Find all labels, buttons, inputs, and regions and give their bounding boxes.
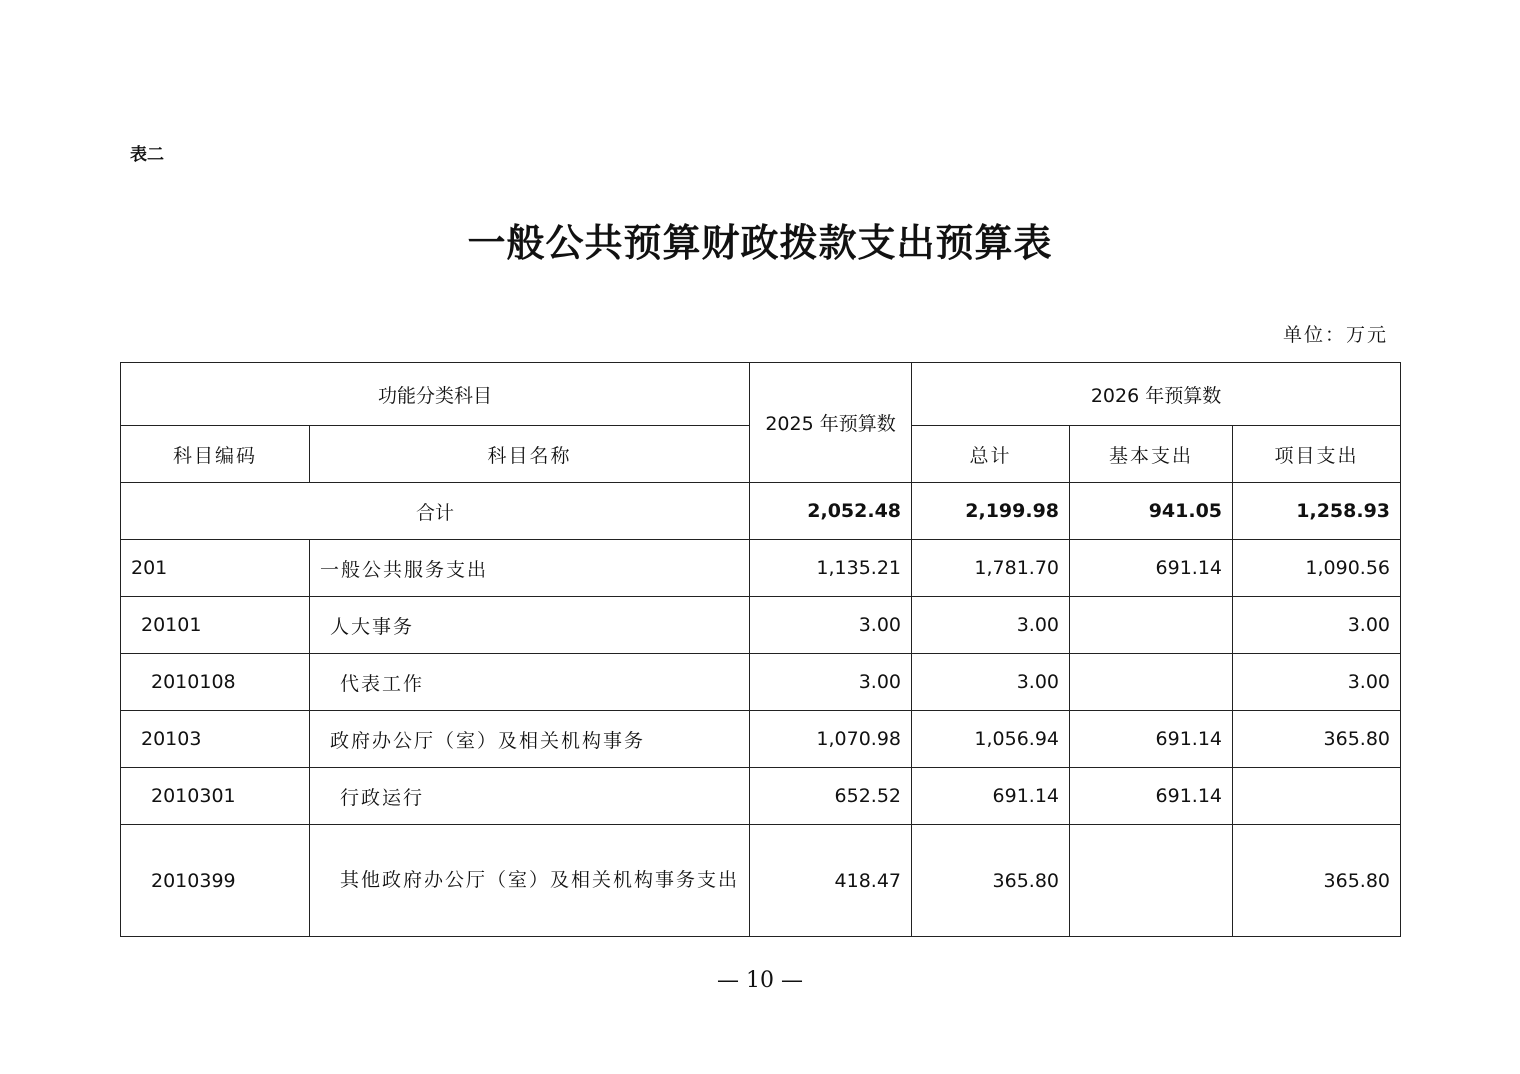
total-header: 总计 [912,426,1070,483]
subject-name-header: 科目名称 [310,426,750,483]
total-row [121,483,1401,540]
budget-2025-value: 3.00 [750,654,912,711]
project-value: 1,090.56 [1233,540,1401,597]
table-row [121,540,1401,597]
budget-2025-value: 1,135.21 [750,540,912,597]
basic-value [1070,825,1233,937]
project-value [1233,768,1401,825]
page-number: — 10 — [717,968,803,993]
unit-label: 单位：万元 [1282,324,1388,346]
subject-name: 代表工作 [310,654,750,711]
total-value: 365.80 [912,825,1070,937]
total-value: 1,056.94 [912,711,1070,768]
basic-value: 691.14 [1070,768,1233,825]
subject-code: 20101 [121,597,310,654]
budget-2026-header: 2026 年预算数 [912,363,1401,426]
total-row-label: 合计 [121,483,750,540]
project-value: 365.80 [1233,825,1401,937]
basic-value [1070,597,1233,654]
subject-code-header: 科目编码 [121,426,310,483]
table-label: 表二 [130,145,164,165]
total-value: 1,781.70 [912,540,1070,597]
functional-classification-header: 功能分类科目 [121,363,750,426]
basic-value: 691.14 [1070,540,1233,597]
subject-code: 2010108 [121,654,310,711]
document-title: 一般公共预算财政拨款支出预算表 [467,220,1053,265]
subject-name: 人大事务 [310,597,750,654]
basic-value [1070,654,1233,711]
total-row-total: 2,199.98 [912,483,1070,540]
subject-code: 2010301 [121,768,310,825]
project-value: 365.80 [1233,711,1401,768]
subject-name: 行政运行 [310,768,750,825]
table-row [121,768,1401,825]
budget-2025-value: 1,070.98 [750,711,912,768]
budget-2025-value: 652.52 [750,768,912,825]
table-row [121,711,1401,768]
budget-2025-value: 418.47 [750,825,912,937]
budget-2025-value: 3.00 [750,597,912,654]
budget-table [120,362,1401,937]
total-row-project: 1,258.93 [1233,483,1401,540]
total-value: 3.00 [912,597,1070,654]
project-value: 3.00 [1233,654,1401,711]
subject-code: 201 [121,540,310,597]
subject-name: 一般公共服务支出 [310,540,750,597]
subject-name: 其他政府办公厅（室）及相关机构事务支出 [310,825,750,937]
table-row [121,597,1401,654]
table-row [121,825,1401,937]
total-value: 691.14 [912,768,1070,825]
basic-expenditure-header: 基本支出 [1070,426,1233,483]
total-row-basic: 941.05 [1070,483,1233,540]
subject-name: 政府办公厅（室）及相关机构事务 [310,711,750,768]
basic-value: 691.14 [1070,711,1233,768]
header-row-1 [121,363,1401,426]
total-row-2025: 2,052.48 [750,483,912,540]
budget-2025-header: 2025 年预算数 [750,363,912,483]
total-value: 3.00 [912,654,1070,711]
table-row [121,654,1401,711]
subject-code: 2010399 [121,825,310,937]
subject-code: 20103 [121,711,310,768]
project-expenditure-header: 项目支出 [1233,426,1401,483]
project-value: 3.00 [1233,597,1401,654]
